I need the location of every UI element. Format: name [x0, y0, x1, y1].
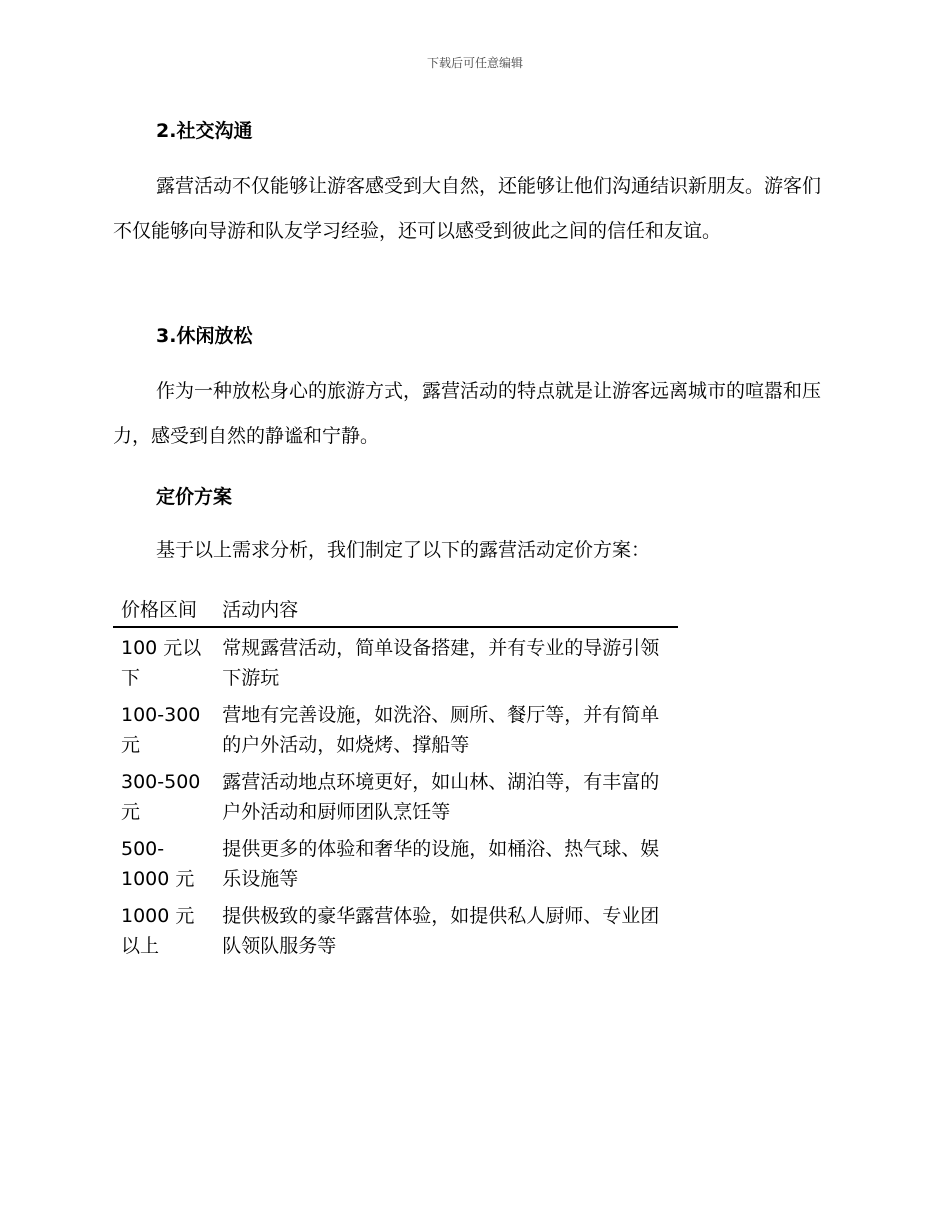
price-range-cell: 500-1000 元	[121, 838, 195, 890]
activity-content-cell: 营地有完善设施，如洗浴、厕所、餐厅等，并有简单的户外活动，如烧烤、撑船等	[222, 704, 660, 756]
column-header-price-range: 价格区间	[113, 596, 214, 627]
pricing-table	[113, 596, 678, 963]
table-row	[113, 762, 678, 829]
heading-social: 2.社交沟通	[156, 120, 253, 142]
table-header-row	[113, 596, 678, 627]
price-range-cell: 100-300 元	[121, 704, 201, 756]
paragraph-pricing: 基于以上需求分析，我们制定了以下的露营活动定价方案：	[156, 539, 651, 561]
activity-content-cell: 提供极致的豪华露营体验，如提供私人厨师、专业团队领队服务等	[222, 905, 660, 957]
page-header: 下载后可任意编辑	[426, 56, 523, 70]
table-row	[113, 896, 678, 963]
price-range-cell: 300-500 元	[121, 771, 201, 823]
activity-content-cell: 露营活动地点环境更好，如山林、湖泊等，有丰富的户外活动和厨师团队烹饪等	[222, 771, 660, 823]
column-header-activity-content: 活动内容	[214, 596, 678, 627]
activity-content-cell: 常规露营活动，简单设备搭建，并有专业的导游引领下游玩	[222, 637, 660, 689]
activity-content-cell: 提供更多的体验和奢华的设施，如桶浴、热气球、娱乐设施等	[222, 838, 660, 890]
heading-relax: 3.休闲放松	[156, 325, 253, 347]
heading-pricing: 定价方案	[156, 486, 233, 508]
paragraph-social: 露营活动不仅能够让游客感受到大自然，还能够让他们沟通结识新朋友。游客们不仅能够向导游和队友学习经验，还可以感受到彼此之间的信任和友谊。	[113, 175, 822, 242]
table-row	[113, 627, 678, 695]
table-row	[113, 695, 678, 762]
paragraph-relax: 作为一种放松身心的旅游方式，露营活动的特点就是让游客远离城市的喧嚣和压力，感受到自然的静谧和宁静。	[113, 380, 822, 447]
price-range-cell: 100 元以下	[121, 637, 202, 689]
table-row	[113, 829, 678, 896]
price-range-cell: 1000 元以上	[121, 905, 195, 957]
